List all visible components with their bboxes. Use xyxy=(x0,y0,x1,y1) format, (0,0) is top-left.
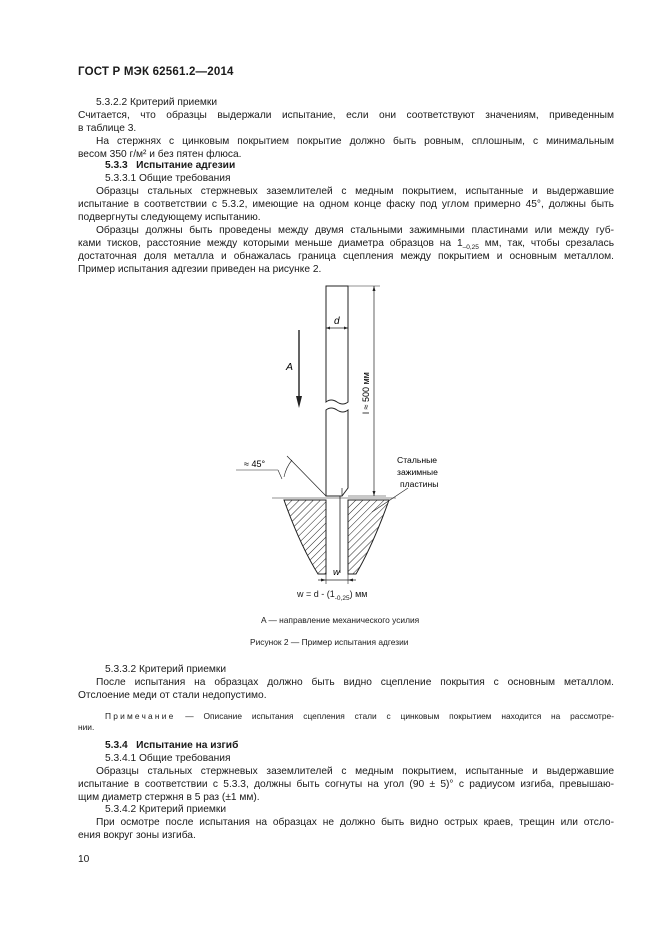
paragraph-line: На стержнях с цинковым покрытием покрытие должно быть ровным, сплошным, с минимальным xyxy=(96,136,614,147)
paragraph-line: При осмотре после испытания на образцах не должно быть видно острых краев, трещин или отсло- xyxy=(96,817,614,828)
paragraph-line: ения вокруг зоны изгиба. xyxy=(78,830,196,841)
clause-title: Испытание адгезии xyxy=(136,160,236,171)
paragraph-line: в таблице 3. xyxy=(78,123,137,134)
paragraph-line: Образцы должны быть проведены между двумя стальными зажимными пластинами или между губ- xyxy=(96,225,614,236)
formula-subscript: -0,25 xyxy=(334,594,350,602)
paragraph-line: достаточная доля металла и обнажалась граница сцепления между покрытием и основным металлом. xyxy=(78,251,614,262)
length-dimension xyxy=(348,286,386,496)
clause-title: Испытание на изгиб xyxy=(136,740,239,751)
formula-text: w = d - (1 xyxy=(297,589,335,599)
paragraph-line: Считается, что образцы выдержали испытание, если они соответствуют значениям, приведенным xyxy=(78,110,614,121)
paragraph-line: весом 350 г/м² и без пятен флюса. xyxy=(78,149,242,160)
clause-5-3-2-2-heading: 5.3.2.2 Критерий приемки xyxy=(96,97,218,108)
clause-number: 5.3.3 xyxy=(105,160,128,171)
clause-5-3-4-heading xyxy=(105,739,238,752)
note-line xyxy=(105,710,614,723)
length-label: l ≈ 500 мм xyxy=(361,372,371,414)
plates-label-1: Стальные xyxy=(397,455,438,465)
figure-legend: A — направление механического усилия xyxy=(261,615,420,625)
clause-5-3-4-2-heading: 5.3.4.2 Критерий приемки xyxy=(105,804,227,815)
clamping-plates xyxy=(272,455,438,574)
note-label: Примечание xyxy=(105,711,176,721)
paragraph-line: Пример испытания адгезии приведен на рисунке 2. xyxy=(78,264,322,275)
clause-5-3-4-1-heading: 5.3.4.1 Общие требования xyxy=(105,753,231,764)
force-arrow xyxy=(285,330,302,408)
width-label: w xyxy=(333,567,340,578)
paragraph-line: испытание в соответствии с 5.3.3, должны быть согнуты на угол (90 ± 5)° с радиусом изгиба, превышаю- xyxy=(78,779,614,790)
document-header: ГОСТ Р МЭК 62561.2—2014 xyxy=(78,66,234,78)
paragraph-line: испытание в соответствии с 5.3.2, имеющие на одном конце фаску под углом примерно 45°, должны быть xyxy=(78,199,614,210)
note-text: — Описание испытания сцепления стали с цинковым покрытием находится на рассмотре- xyxy=(175,711,614,721)
paragraph-line: Образцы стальных стержневых заземлителей с медным покрытием, испытанные и выдержавшие xyxy=(96,766,614,777)
chamfer-angle xyxy=(236,456,326,496)
paragraph-line: Отслоение меди от стали недопустимо. xyxy=(78,690,267,701)
subscript: –0,25 xyxy=(462,244,479,252)
paragraph-line: После испытания на образцах должно быть видно сцепление покрытия с основным металлом. xyxy=(96,677,614,688)
formula-text: ) мм xyxy=(349,589,368,599)
figure-caption: Рисунок 2 — Пример испытания адгезии xyxy=(250,637,409,647)
text-run: ками тисков, расстояние между которыми меньше диаметра образцов на 1 xyxy=(78,238,463,249)
clause-number: 5.3.4 xyxy=(105,740,128,751)
paragraph-line: подвергнуты следующему испытанию. xyxy=(78,212,261,223)
paragraph-line: Образцы стальных стержневых заземлителей с медным покрытием, испытанные и выдержавшие xyxy=(96,186,614,197)
clause-5-3-3-1-heading: 5.3.3.1 Общие требования xyxy=(105,173,231,184)
plates-label-2: зажимные xyxy=(397,467,438,477)
width-formula xyxy=(297,588,367,605)
page-number: 10 xyxy=(78,854,90,865)
force-arrow-label: A xyxy=(286,361,294,373)
note-line: нии. xyxy=(78,722,95,732)
diameter-label: d xyxy=(334,316,340,327)
plates-label-3: пластины xyxy=(400,479,439,489)
clause-5-3-3-2-heading: 5.3.3.2 Критерий приемки xyxy=(105,664,227,675)
text-run: мм, так, чтобы срезалась xyxy=(478,238,615,249)
angle-label: ≈ 45° xyxy=(244,459,266,469)
paragraph-line: щим диаметр стержня в 5 раз (±1 мм). xyxy=(78,792,260,803)
